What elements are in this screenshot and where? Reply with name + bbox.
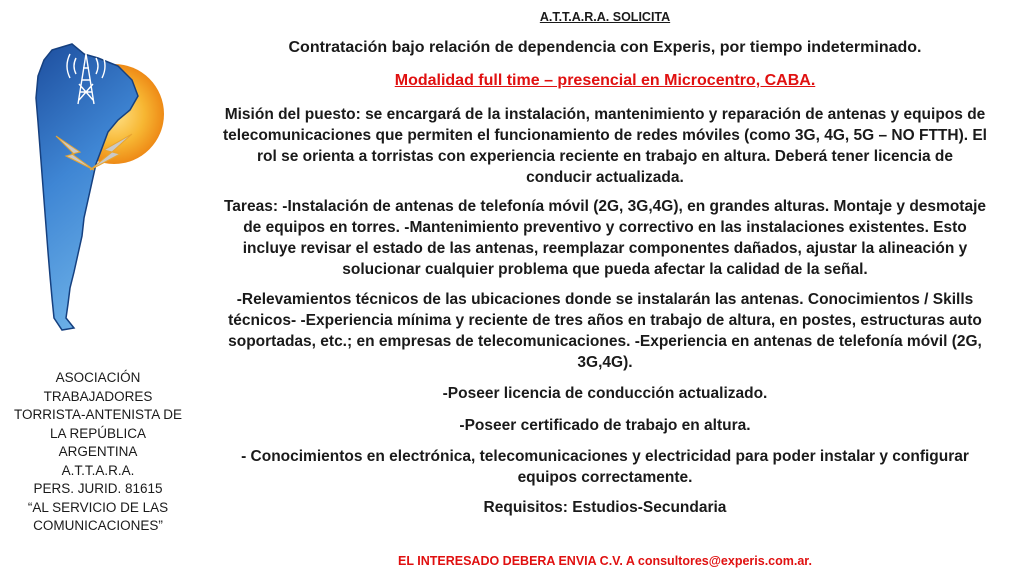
org-line: PERS. JURID. 81615 [33,481,163,496]
org-line: ASOCIACIÓN [55,370,141,385]
knowledge-paragraph [190,446,1020,488]
argentina-map-shape [36,44,138,330]
tasks-line: incluye revisar el estado de las antenas, reemplazar componentes dañados, ajustar la alineación y [242,240,968,257]
mission-line: conducir actualizada. [526,169,684,186]
mission-paragraph [190,104,1020,188]
skills-line: -Relevamientos técnicos de las ubicaciones donde se instalarán las antenas. Conocimientos / Skills [236,291,974,308]
certificate-requirement: -Poseer certificado de trabajo en altura. [459,417,751,434]
contact-footer[interactable]: EL INTERESADO DEBERA ENVIA C.V. A consultores@experis.com.ar. [398,554,812,568]
contract-line: Contratación bajo relación de dependencia con Experis, por tiempo indeterminado. [288,39,922,56]
mission-line: rol se orienta a torristas con experiencia reciente en trabajo en altura. Deberá tener licencia de [256,148,954,165]
skills-line: 3G,4G). [577,354,633,371]
org-line: LA REPÚBLICA [49,425,147,441]
job-posting [190,0,1020,576]
tasks-paragraph [190,196,1020,280]
modality-line: Modalidad full time – presencial en Microcentro, CABA. [394,72,816,89]
tasks-line: Tareas: -Instalación de antenas de telefonía móvil (2G, 3G,4G), en grandes alturas. Montaje y desmotaje [223,198,987,215]
skills-paragraph [190,289,1020,373]
skills-line: técnicos- -Experiencia mínima y reciente de tres años en trabajo de altura, en postes, estructuras auto [228,312,982,329]
org-line: ARGENTINA [58,444,138,459]
mission-line: telecomunicaciones que permiten el funcionamiento de redes móviles (como 3G, 4G, 5G – NO FTTH). El [223,127,987,144]
tasks-line: solucionar cualquier problema que pueda afectar la calidad de la señal. [342,261,868,278]
mission-line: Misión del puesto: se encargará de la instalación, mantenimiento y reparación de antenas y equipos de [224,106,986,123]
org-line: TORRISTA-ANTENISTA DE [13,407,183,422]
organization-info [0,369,196,536]
requirements-line: Requisitos: Estudios-Secundaria [483,499,727,516]
tasks-line: de equipos en torres. -Mantenimiento preventivo y correctivo en las instalaciones existentes. Esto [243,219,967,236]
attara-logo-icon [22,36,172,336]
org-line: A.T.T.A.R.A. [61,462,135,478]
page-title: A.T.T.A.R.A. SOLICITA [539,10,671,24]
org-line: “AL SERVICIO DE LAS [27,499,169,515]
skills-line: soportadas, etc.; en empresas de telecomunicaciones. -Experiencia en antenas de telefonía móvil (2G, [228,333,982,350]
org-line: TRABAJADORES [43,388,153,404]
knowledge-line: equipos correctamente. [517,469,693,486]
knowledge-line: - Conocimientos en electrónica, telecomunicaciones y electricidad para poder instalar y configurar [241,448,969,465]
left-panel [0,0,196,576]
org-line: COMUNICACIONES” [33,518,163,533]
license-requirement: -Poseer licencia de conducción actualizado. [442,385,768,402]
